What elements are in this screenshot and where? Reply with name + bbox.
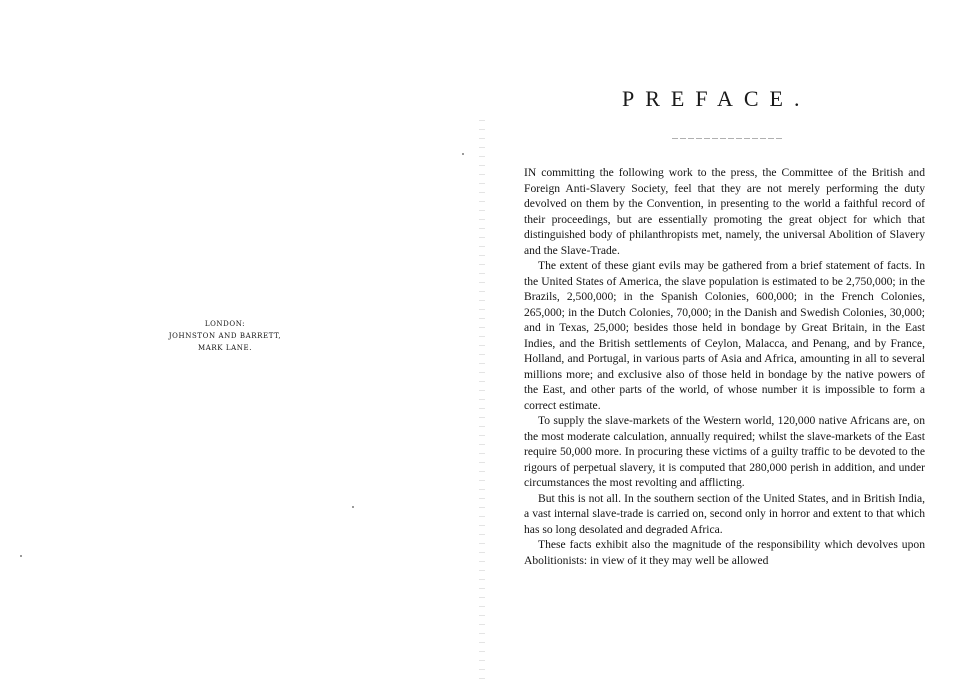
paragraph: These facts exhibit also the magnitude of the responsibility which devolves upon Abolitionists: in view of it they may well be allowed bbox=[524, 538, 925, 567]
printer-imprint bbox=[150, 318, 300, 354]
dropcap: IN bbox=[524, 166, 537, 179]
imprint-printer: JOHNSTON AND BARRETT, bbox=[168, 332, 282, 340]
paragraph bbox=[524, 165, 925, 258]
paragraph: To supply the slave-markets of the Western world, 120,000 native Africans are, on the most moderate calculation, annually required; whilst the slave-markets of the East require 50,000 more. In procuring these victims of a guilty traffic to be devoted to the rigours of perpetual slavery, it is computed that 280,000 perish in addition, and under circumstances the most revolting and afflicting. bbox=[524, 414, 925, 489]
paragraph: But this is not all. In the southern section of the United States, and in British India, a vast internal slave-trade is carried on, second only in horror and extent to that which has so long desolated and degraded Africa. bbox=[524, 491, 925, 536]
title-rule bbox=[672, 138, 784, 139]
imprint-street: MARK LANE. bbox=[197, 344, 253, 352]
imprint-city: LONDON: bbox=[204, 320, 246, 328]
paper-speck bbox=[462, 153, 464, 155]
paragraph: The extent of these giant evils may be gathered from a brief statement of facts. In the United States of America, the slave population is estimated to be 2,750,000; in the Brazils, 2,500,000; in the Spanish Colonies, 600,000; in the French Colonies, 265,000; in the Dutch Colonies, 70,000; in the Danish and Swedish Colonies, 30,000; and in Texas, 25,000; besides those held in bondage by Great Britain, in the East Indies, and the British settlements of Ceylon, Malacca, and Penang, and by France, Holland, and Portugal, in various parts of Asia and Africa, amounting in all to several millions more; and exclusive also of those held in bondage by the native powers of the East, and other parts of the world, of whose number it is impossible to form a correct estimate. bbox=[524, 259, 925, 412]
preface-body bbox=[524, 165, 925, 568]
paper-speck bbox=[352, 506, 354, 508]
page-gutter bbox=[479, 120, 485, 680]
page-title: PREFACE. bbox=[622, 86, 811, 111]
paragraph-text: committing the following work to the press, the Committee of the British and Foreign Anti-Slavery Society, feel that they are not merely performing the duty devolved on them by the Convention, in presenting to the world a faithful record of their proceedings, but are essentially promoting the great object for which that distinguished body of philanthropists met, namely, the universal Abolition of Slavery and the Slave-Trade. bbox=[524, 166, 925, 257]
paper-speck bbox=[20, 555, 22, 557]
